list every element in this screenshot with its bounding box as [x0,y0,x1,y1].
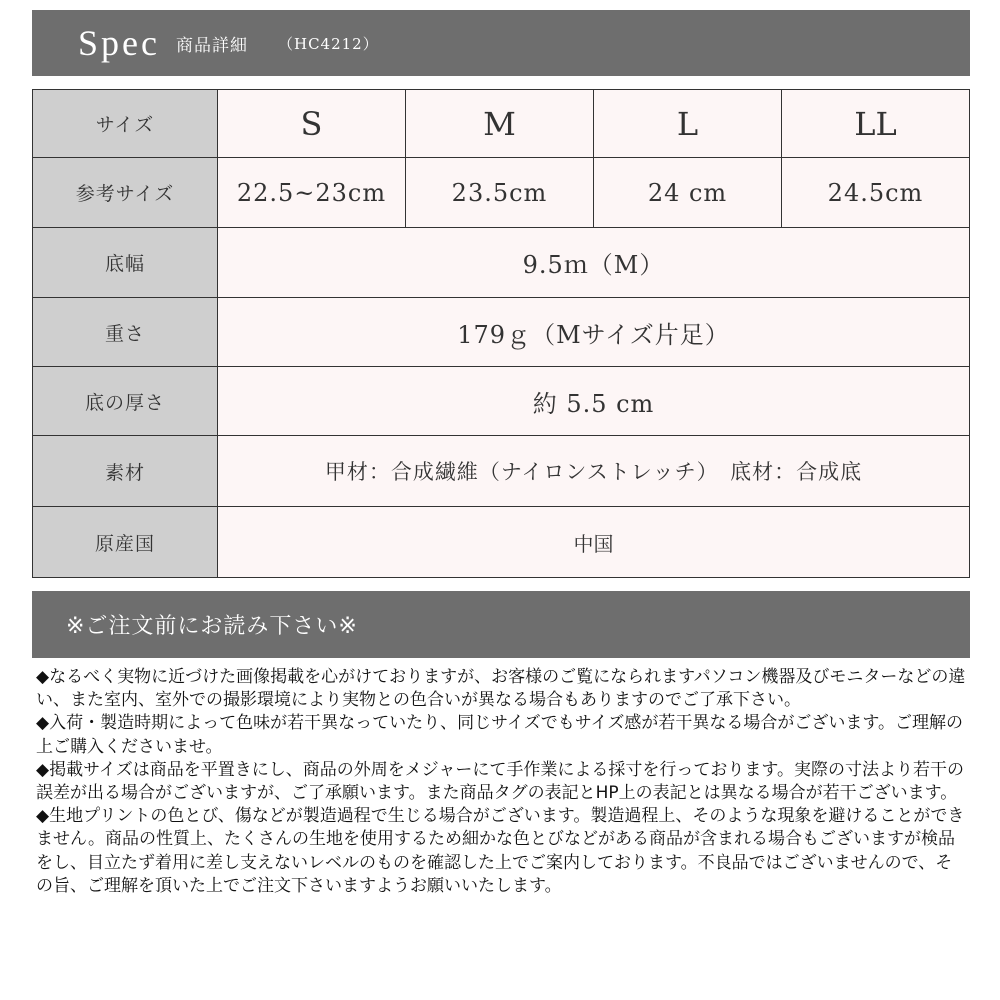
sole-thickness-row [33,367,970,436]
notice-title: ※ご注文前にお読み下さい※ [66,614,358,639]
weight-row [33,298,970,367]
sole-thickness-value: 約 5.5 cm [218,367,970,436]
notice-body [36,666,966,898]
size-row [33,90,970,158]
notice-paragraph: ◆なるべく実物に近づけた画像掲載を心がけておりますが、お客様のご覧になられますパソコン機器及びモニターなどの違い、また室内、室外での撮影環境により実物との色合いが異なる場合もありますのでご了承下さい。 [36,667,966,711]
spec-header-band [32,10,970,76]
weight-label: 重さ [33,298,218,367]
spec-title: Spec [78,23,160,63]
spec-subtitle: 商品詳細 [175,35,248,56]
size-s: S [218,90,406,158]
size-ll: LL [782,90,970,158]
origin-row [33,507,970,578]
notice-header-band [32,591,970,658]
size-m: M [406,90,594,158]
ref-size-row [33,158,970,228]
product-code: （HC4212） [277,34,379,53]
origin-label: 原産国 [33,507,218,578]
material-row [33,436,970,507]
spec-table [32,89,970,578]
notice-paragraph: ◆入荷・製造時期によって色味が若干異なっていたり、同じサイズでもサイズ感が若干異なる場合がございます。ご理解の上ご購入くださいませ。 [36,713,963,757]
ref-size-s: 22.5~23cm [218,158,406,228]
ref-size-ll: 24.5cm [782,158,970,228]
sole-width-row [33,228,970,298]
ref-size-label: 参考サイズ [33,158,218,228]
notice-paragraph: ◆生地プリントの色とび、傷などが製造過程で生じる場合がございます。製造過程上、そのような現象を避けることができません。商品の性質上、たくさんの生地を使用するため細かな色とびなどがある商品が含まれる場合もございますが検品をし、目立たず着用に差し支えないレベルのものを確認した上でご案内しております。不良品ではございませんので、その旨、ご理解を頂いた上でご注文下さいますようお願いいたします。 [36,806,965,896]
sole-thickness-label: 底の厚さ [33,367,218,436]
sole-width-label: 底幅 [33,228,218,298]
ref-size-m: 23.5cm [406,158,594,228]
notice-paragraph: ◆掲載サイズは商品を平置きにし、商品の外周をメジャーにて手作業による採寸を行っております。実際の寸法より若干の誤差が出る場合がございますが、ご了承願います。また商品タグの表記とHP上の表記とは異なる場合が若干ございます。 [36,759,965,804]
material-label: 素材 [33,436,218,507]
size-label: サイズ [33,90,218,158]
sole-width-value: 9.5ｍ（M） [218,228,970,298]
weight-value: 179ｇ（Mサイズ片足） [218,298,970,367]
size-l: L [594,90,782,158]
origin-value: 中国 [218,507,970,578]
material-value: 甲材：合成繊維（ナイロンストレッチ） 底材：合成底 [218,436,970,507]
ref-size-l: 24 cm [594,158,782,228]
